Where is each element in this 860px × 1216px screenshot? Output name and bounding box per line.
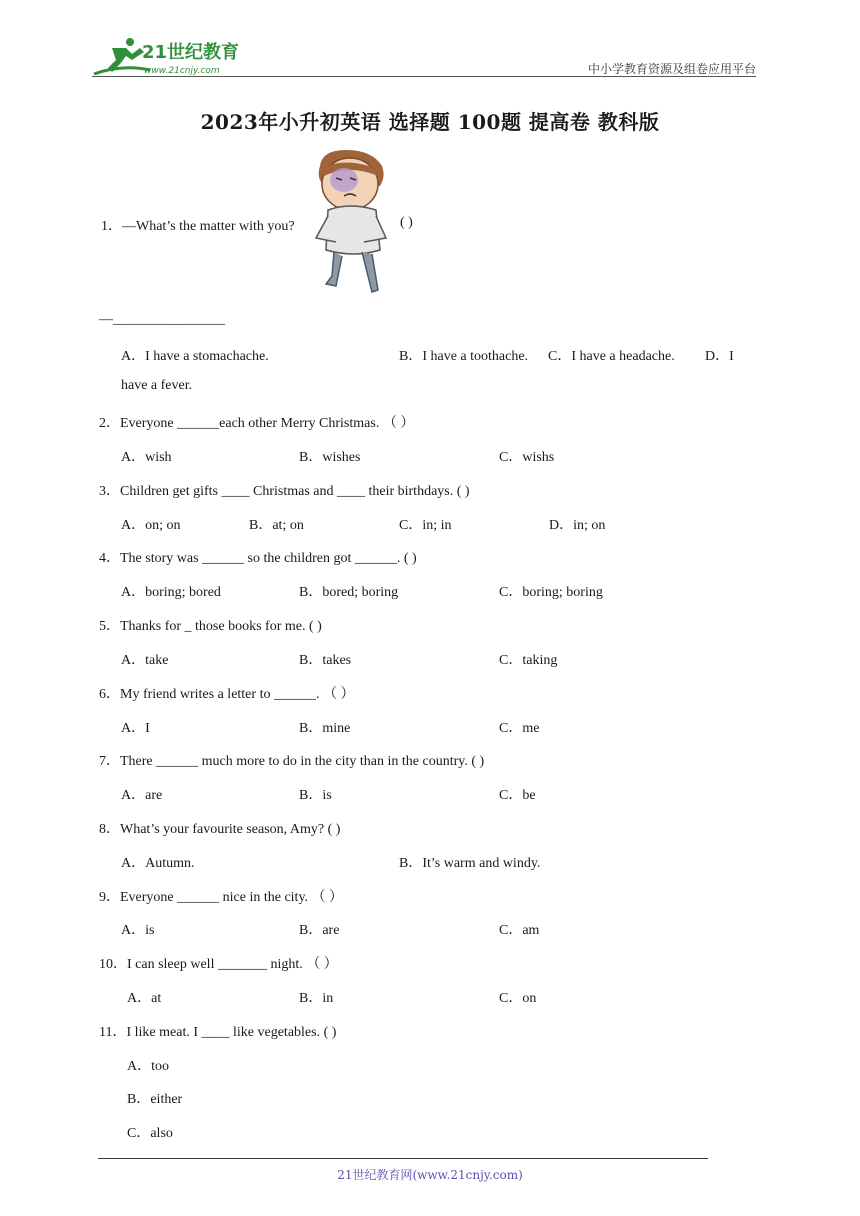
svg-text:www.21cnjy.com: www.21cnjy.com [144, 66, 220, 76]
option-b[interactable]: B．are [299, 923, 340, 938]
option-c[interactable]: C．boring; boring [499, 585, 603, 600]
question-1: 1．—What’s the matter with you? [101, 219, 295, 234]
option-a[interactable]: A．Autumn. [121, 856, 195, 871]
answer-paren: ( ) [400, 215, 413, 230]
question-5: 5．Thanks for _ those books for me. ( ) [99, 619, 322, 634]
sick-boy-illustration-icon [306, 146, 398, 296]
option-d-continued: have a fever. [121, 378, 193, 393]
option-a[interactable]: A．I have a stomachache. [121, 349, 269, 364]
page-header [92, 30, 756, 80]
option-c[interactable]: C．I have a headache. [548, 349, 675, 364]
header-divider [92, 76, 756, 77]
option-b[interactable]: B．wishes [299, 450, 361, 465]
question-4: 4．The story was ______ so the children got ______. ( ) [99, 551, 417, 566]
option-a[interactable]: A．at [127, 991, 162, 1006]
question-9: 9．Everyone ______ nice in the city. （ ） [99, 890, 344, 905]
question-7: 7．There ______ much more to do in the city than in the country. ( ) [99, 754, 485, 769]
option-a[interactable]: A．on; on [121, 518, 181, 533]
option-a[interactable]: A．is [121, 923, 155, 938]
option-a[interactable]: A．I [121, 721, 150, 736]
option-b[interactable]: B．either [127, 1092, 183, 1107]
option-c[interactable]: C．be [499, 788, 536, 803]
option-b[interactable]: B．in [299, 991, 334, 1006]
option-b[interactable]: B．at; on [249, 518, 304, 533]
option-c[interactable]: C．on [499, 991, 537, 1006]
svg-text:21世纪教育: 21世纪教育 [142, 42, 240, 63]
option-c[interactable]: C．am [499, 923, 540, 938]
option-b[interactable]: B．I have a toothache. [399, 349, 529, 364]
option-c[interactable]: C．also [127, 1126, 173, 1141]
option-a[interactable]: A．take [121, 653, 169, 668]
question-2: 2．Everyone ______each other Merry Christmas. （ ） [99, 416, 415, 431]
question-8: 8．What’s your favourite season, Amy? ( ) [99, 822, 341, 837]
option-c[interactable]: C．taking [499, 653, 558, 668]
platform-name: 中小学教育资源及组卷应用平台 [587, 62, 756, 76]
question-3: 3．Children get gifts ____ Christmas and ____ their birthdays. ( ) [99, 484, 470, 499]
logo-21cnjy-icon [92, 34, 262, 78]
footer-divider [98, 1158, 708, 1159]
option-a[interactable]: A．too [127, 1059, 169, 1074]
option-d[interactable]: D．I [705, 349, 734, 364]
option-b[interactable]: B．takes [299, 653, 352, 668]
answer-blank: —________________ [99, 312, 225, 327]
question-10: 10．I can sleep well _______ night. （ ） [99, 957, 338, 972]
option-a[interactable]: A．wish [121, 450, 172, 465]
option-a[interactable]: A．boring; bored [121, 585, 221, 600]
option-c[interactable]: C．in; in [399, 518, 452, 533]
option-b[interactable]: B．mine [299, 721, 351, 736]
question-11: 11．I like meat. I ____ like vegetables. ( ) [99, 1025, 337, 1040]
question-6: 6．My friend writes a letter to ______. （ ） [99, 687, 355, 702]
option-b[interactable]: B．is [299, 788, 332, 803]
option-c[interactable]: C．me [499, 721, 540, 736]
option-b[interactable]: B．It’s warm and windy. [399, 856, 541, 871]
option-b[interactable]: B．bored; boring [299, 585, 399, 600]
page-title: 2023年小升初英语 选择题 100题 提高卷 教科版 [200, 110, 660, 134]
option-d[interactable]: D．in; on [549, 518, 606, 533]
option-c[interactable]: C．wishs [499, 450, 555, 465]
footer-link[interactable]: 21世纪教育网(www.21cnjy.com) [337, 1168, 523, 1182]
option-a[interactable]: A．are [121, 788, 163, 803]
